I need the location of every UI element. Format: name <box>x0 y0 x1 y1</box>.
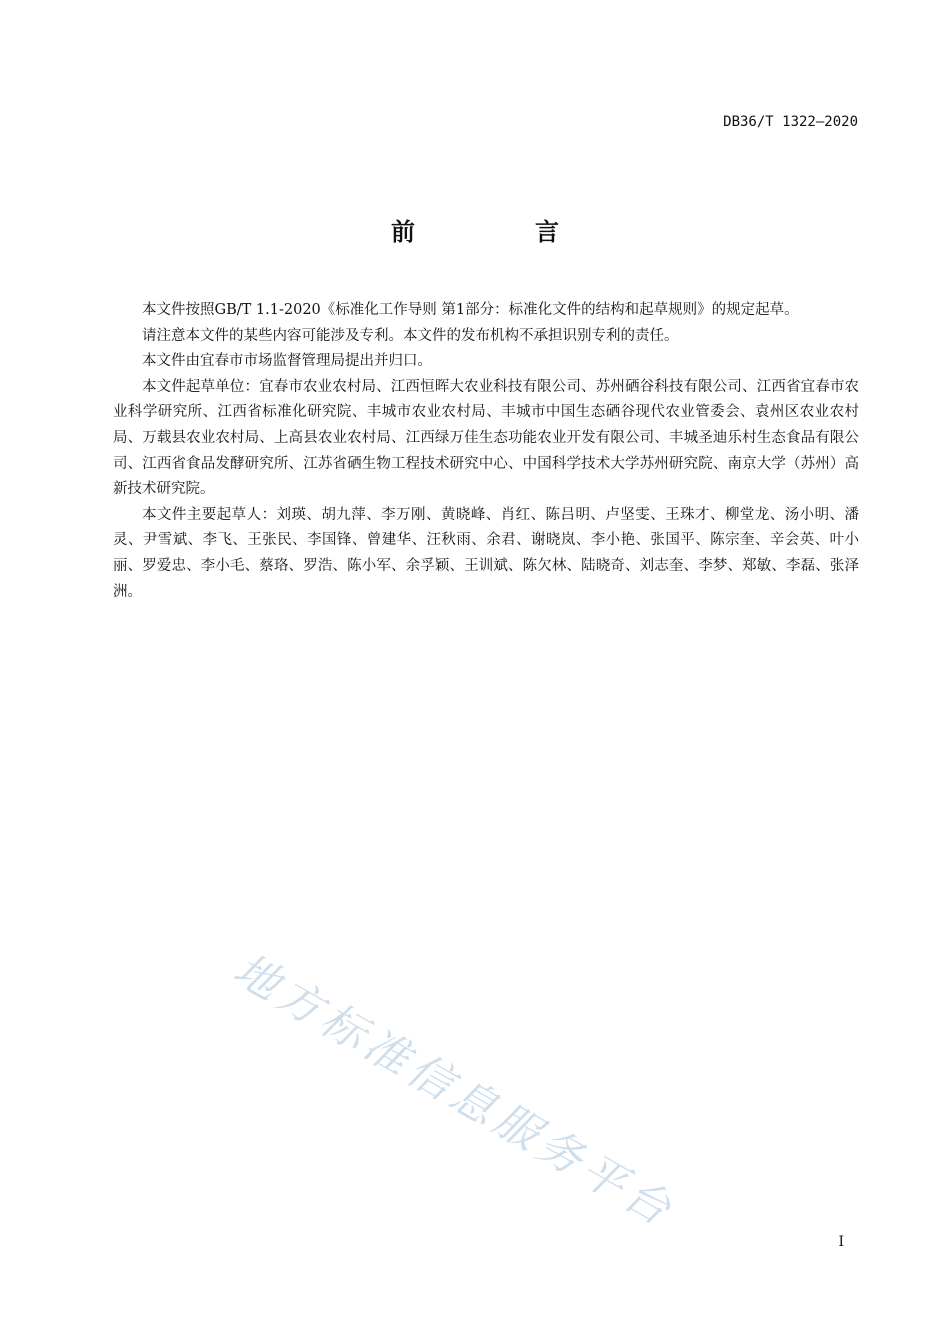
paragraph-patent-notice: 请注意本文件的某些内容可能涉及专利。本文件的发布机构不承担识别专利的责任。 <box>142 327 679 344</box>
paragraph-drafting-units: 本文件起草单位：宜春市农业农村局、江西恒晖大农业科技有限公司、苏州硒谷科技有限公司、江西省宜春市农业科学研究所、江西省标准化研究院、丰城市农业农村局、丰城市中国生态硒谷现代农业管委会、袁州区农业农村局、万载县农业农村局、上高县农业农村局、江西绿万佳生态功能农业开发有限公司、丰城圣迪乐村生态食品有限公司、江西省食品发酵研究所、江苏省硒生物工程技术研究中心、中国科学技术大学苏州研究院、南京大学（苏州）高新技术研究院。 <box>113 378 859 498</box>
foreword-body <box>113 298 859 605</box>
paragraph-proposer: 本文件由宜春市市场监督管理局提出并归口。 <box>142 353 432 370</box>
watermark: 地方标准信息服务平台 <box>225 943 684 1238</box>
paragraph-standard-basis: 本文件按照GB/T 1.1-2020《标准化工作导则 第1部分：标准化文件的结构和起草规则》的规定起草。 <box>142 302 799 318</box>
document-code: DB36/T 1322—2020 <box>723 114 858 130</box>
page-title: 前 言 <box>391 218 607 246</box>
paragraph-drafters: 本文件主要起草人：刘瑛、胡九萍、李万刚、黄晓峰、肖红、陈吕明、卢坚雯、王珠才、柳堂龙、汤小明、潘灵、尹雪斌、李飞、王张民、李国锋、曾建华、汪秋雨、余君、谢晓岚、李小艳、张国平、陈宗奎、辛会英、叶小丽、罗爱忠、李小毛、蔡珞、罗浩、陈小军、余孚颖、王训斌、陈欠林、陆晓奇、刘志奎、李梦、郑敏、李磊、张泽洲。 <box>113 506 859 600</box>
page-number: I <box>838 1234 844 1250</box>
